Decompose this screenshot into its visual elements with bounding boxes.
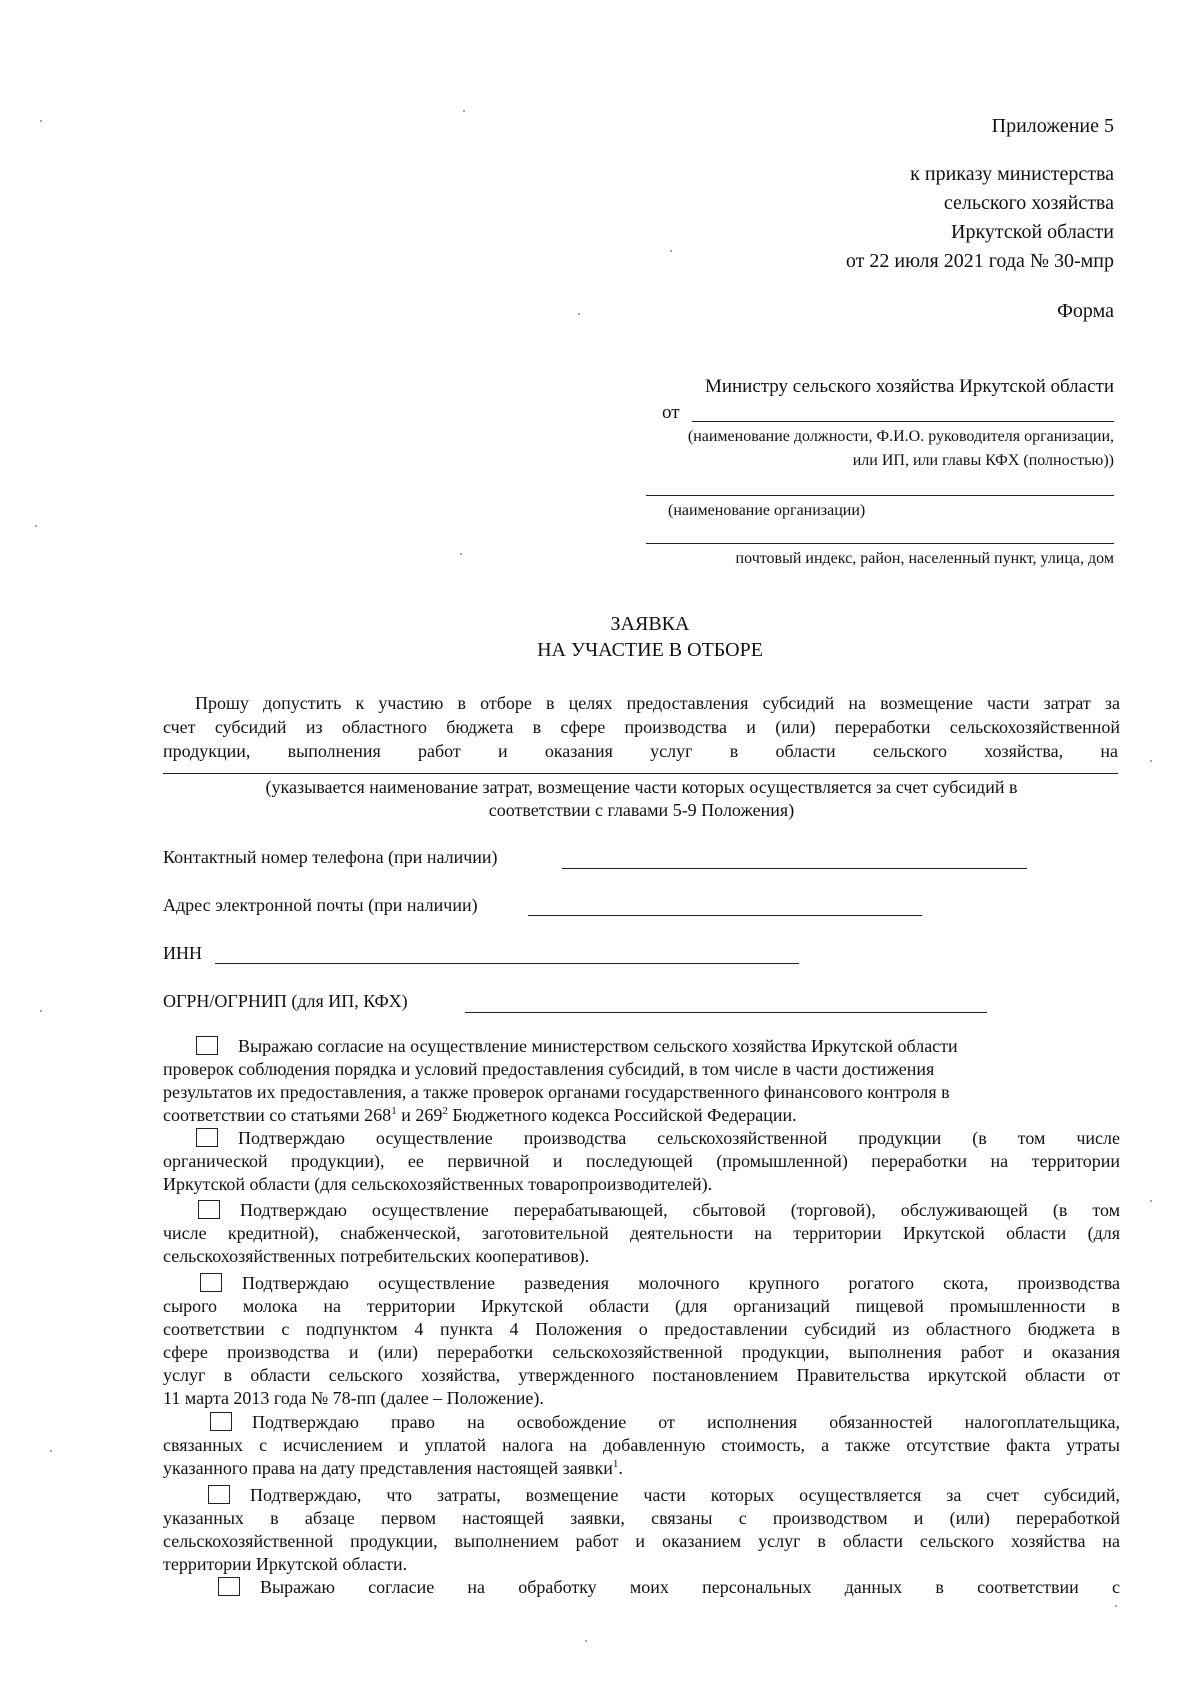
consent-5-text-3a: указанного права на дату представления настоящей заявки [163,1458,613,1478]
consent-7-line-1 [218,1576,1120,1598]
consent-4-line-3: соответствии с подпунктом 4 пункта 4 Положения о предоставлении субсидий из областного бюджета в [163,1319,1120,1339]
scan-speck [1115,1605,1117,1607]
footnote-mark-2: 2 [442,1105,448,1117]
footnote-mark-1: 1 [391,1105,397,1117]
addressee-hint-position-2: или ИП, или главы КФХ (полностью)) [852,452,1114,469]
costs-hint-2: соответствии с главами 5-9 Положения) [488,800,795,820]
scan-speck [585,1640,587,1642]
request-line-3: продукции, выполнения работ и оказания услуг в области сельского хозяйства, на [163,741,1118,761]
order-date-line: от 22 июля 2021 года № 30-мпр [845,250,1114,272]
inn-input-line[interactable] [215,963,799,964]
scan-speck [460,553,462,555]
inn-label: ИНН [163,943,202,963]
email-input-line[interactable] [528,915,922,916]
consent-1-text-1: Выражаю согласие на осуществление министерством сельского хозяйства Иркутской области [238,1036,958,1056]
consent-2-text-1: Подтверждаю осуществление производства сельскохозяйственной продукции (в том числе [238,1128,1120,1148]
consent-3-text-1: Подтверждаю осуществление перерабатывающей, сбытовой (торговой), обслуживающей (в том [240,1200,1120,1220]
consent-1-line-4 [163,1104,797,1126]
consent-2-checkbox[interactable] [196,1128,218,1147]
consent-5-text-3b: . [618,1458,623,1478]
consent-5-line-3 [163,1457,623,1479]
scan-speck [463,110,465,112]
consent-6-text-1: Подтверждаю, что затраты, возмещение части которых осуществляется за счет субсидий, [250,1485,1120,1505]
scan-speck [1150,760,1152,762]
scan-speck [35,525,37,527]
consent-7-text-1: Выражаю согласие на обработку моих персональных данных в соответствии с [260,1577,1120,1597]
address-line[interactable] [646,543,1114,544]
consent-3-checkbox[interactable] [198,1200,220,1219]
address-hint: почтовый индекс, район, населенный пункт, улица, дом [735,550,1114,567]
consent-1-text-4a: соответствии со статьями 268 [163,1105,392,1125]
appendix-label: Приложение 5 [991,115,1114,137]
costs-hint-1: (указывается наименование затрат, возмещение части которых осуществляется за счет субсидий в [265,777,1018,797]
consent-6-line-1 [208,1484,1120,1506]
order-line-3: Иркутской области [951,221,1114,243]
organization-hint: (наименование организации) [668,502,866,519]
consent-5-line-2: связанных с исчислением и уплатой налога на добавленную стоимость, а также отсутствие факта утраты [163,1435,1120,1455]
form-label: Форма [1057,300,1114,322]
scan-speck [670,250,672,252]
consent-4-text-1: Подтверждаю осуществление разведения молочного крупного рогатого скота, производства [242,1273,1120,1293]
scan-speck [1150,1200,1152,1202]
ogrn-input-line[interactable] [465,1012,987,1013]
addressee-hint-position-1: (наименование должности, Ф.И.О. руководителя организации, [687,428,1114,445]
consent-3-line-2: числе кредитной), снабженческой, заготовительной деятельности на территории Иркутской области (для [163,1223,1120,1243]
consent-4-checkbox[interactable] [200,1273,222,1292]
consent-5-text-1: Подтверждаю право на освобождение от исполнения обязанностей налогоплательщика, [252,1412,1120,1432]
request-line-1: Прошу допустить к участию в отборе в целях предоставления субсидий на возмещение части затрат за [195,693,1120,713]
consent-1-text-4c: Бюджетного кодекса Российской Федерации. [447,1105,797,1125]
consent-1-text-4b: и 269 [396,1105,443,1125]
consent-6-checkbox[interactable] [208,1485,230,1504]
phone-input-line[interactable] [562,868,1027,869]
costs-name-line[interactable] [163,773,1118,774]
consent-4-line-6: 11 марта 2013 года № 78-пп (далее – Положение). [163,1388,544,1408]
title-line-1: ЗАЯВКА [610,613,690,635]
organization-line[interactable] [646,495,1114,496]
consent-1-line-3: результатов их предоставления, а также проверок органами государственного финансового контроля в [163,1082,950,1102]
consent-4-line-4: сфере производства и (или) переработки сельскохозяйственной продукции, выполнения работ и оказания [163,1342,1120,1362]
consent-6-line-4: территории Иркутской области. [163,1554,408,1574]
ogrn-label: ОГРН/ОГРНИП (для ИП, КФХ) [163,991,408,1011]
scan-speck [40,1010,42,1012]
request-line-2: счет субсидий из областного бюджета в сфере производства и (или) переработки сельскохозяйственной [163,717,1120,737]
addressee-from-label: от [662,402,680,423]
consent-3-line-3: сельскохозяйственных потребительских кооперативов). [163,1246,590,1266]
consent-1-line-2: проверок соблюдения порядка и условий предоставления субсидий, в том числе в части достижения [163,1059,935,1079]
consent-3-line-1 [198,1199,1120,1221]
email-label: Адрес электронной почты (при наличии) [163,895,478,915]
consent-4-line-5: услуг в области сельского хозяйства, утвержденного постановлением Правительства иркутской области от [163,1365,1120,1385]
phone-label: Контактный номер телефона (при наличии) [163,847,498,867]
consent-1-checkbox[interactable] [196,1036,218,1055]
footnote-mark-3: 1 [612,1458,619,1470]
order-line-1: к приказу министерства [910,163,1114,185]
consent-6-line-3: сельскохозяйственной продукции, выполнением работ и оказанием услуг в области сельского хозяйства на [163,1531,1120,1551]
consent-4-line-1 [200,1272,1120,1294]
consent-5-line-1 [210,1411,1120,1433]
consent-1-line-1 [196,1035,958,1057]
addressee-name-line[interactable] [692,421,1114,422]
title-line-2: НА УЧАСТИЕ В ОТБОРЕ [537,639,763,661]
consent-4-line-2: сырого молока на территории Иркутской области (для организаций пищевой промышленности в [163,1296,1120,1316]
order-line-2: сельского хозяйства [943,192,1114,214]
consent-2-line-2: органической продукции), ее первичной и последующей (промышленной) переработки на территории [163,1151,1120,1171]
scan-speck [578,313,580,315]
consent-2-line-3: Иркутской области (для сельскохозяйственных товаропроизводителей). [163,1174,713,1194]
scan-speck [40,120,42,122]
consent-5-checkbox[interactable] [210,1412,232,1431]
consent-7-checkbox[interactable] [218,1577,240,1596]
consent-2-line-1 [196,1127,1120,1149]
consent-6-line-2: указанных в абзаце первом настоящей заявки, связаны с производством и (или) переработкой [163,1508,1120,1528]
scan-speck [50,1450,52,1452]
addressee-minister: Министру сельского хозяйства Иркутской области [704,376,1114,397]
